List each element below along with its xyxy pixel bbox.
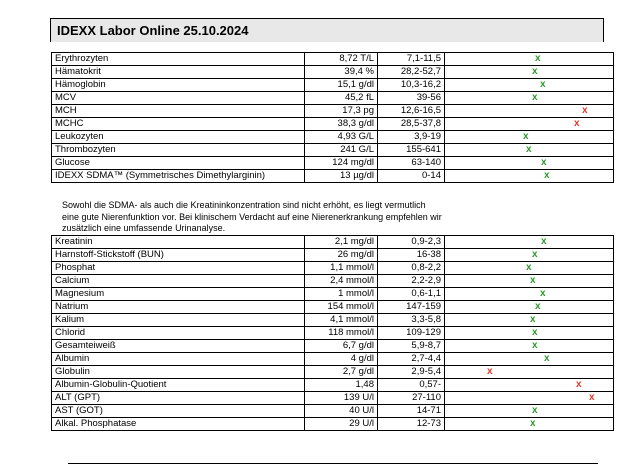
test-name: Hämoglobin	[52, 79, 305, 92]
reference-range: 0-14	[378, 170, 445, 183]
in-range-mark-icon: x	[544, 353, 550, 364]
reference-range: 109-129	[378, 327, 445, 340]
range-indicator-cell	[445, 79, 614, 92]
table-row	[52, 92, 614, 105]
test-value: 124 mg/dl	[305, 157, 378, 170]
test-value: 2,4 mmol/l	[305, 275, 378, 288]
range-indicator-cell	[445, 301, 614, 314]
reference-range: 16-38	[378, 249, 445, 262]
range-indicator-cell	[445, 392, 614, 405]
test-value: 118 mmol/l	[305, 327, 378, 340]
test-name: AST (GOT)	[52, 405, 305, 418]
test-name: Thrombozyten	[52, 144, 305, 157]
reference-range: 39-56	[378, 92, 445, 105]
test-name: Harnstoff-Stickstoff (BUN)	[52, 249, 305, 262]
range-indicator-cell	[445, 340, 614, 353]
table-row	[52, 301, 614, 314]
table-row	[52, 314, 614, 327]
in-range-mark-icon: x	[530, 275, 536, 286]
table-row	[52, 118, 614, 131]
test-value: 39,4 %	[305, 66, 378, 79]
out-of-range-mark-icon: x	[574, 118, 580, 129]
reference-range: 28,2-52,7	[378, 66, 445, 79]
test-name: Alkal. Phosphatase	[52, 418, 305, 431]
in-range-mark-icon: x	[532, 327, 538, 338]
reference-range: 5,9-8,7	[378, 340, 445, 353]
range-indicator-cell	[445, 262, 614, 275]
out-of-range-mark-icon: x	[576, 379, 582, 390]
reference-range: 3,9-19	[378, 131, 445, 144]
test-name: Globulin	[52, 366, 305, 379]
sdma-note: Sowohl die SDMA- als auch die Kreatininkonzentration sind nicht erhöht, es liegt vermutlich eine gute Nierenfunktion vor. Bei klinischem Verdacht auf eine Nierenerkrankung empfehlen wir zusätzlich eine umfassende Urinanalyse.	[62, 200, 442, 233]
in-range-mark-icon: x	[532, 405, 538, 416]
table-row	[52, 131, 614, 144]
in-range-mark-icon: x	[535, 53, 541, 64]
report-header	[50, 18, 604, 42]
test-value: 26 mg/dl	[305, 249, 378, 262]
range-indicator-cell	[445, 236, 614, 249]
test-name: MCH	[52, 105, 305, 118]
out-of-range-mark-icon: x	[487, 366, 493, 377]
range-indicator-cell	[445, 366, 614, 379]
out-of-range-mark-icon: x	[589, 392, 595, 403]
test-name: MCHC	[52, 118, 305, 131]
test-value: 4,93 G/L	[305, 131, 378, 144]
table-row	[52, 353, 614, 366]
table-row	[52, 288, 614, 301]
test-value: 2,1 mg/dl	[305, 236, 378, 249]
table-row	[52, 249, 614, 262]
range-indicator-cell	[445, 275, 614, 288]
table-row	[52, 392, 614, 405]
in-range-mark-icon: x	[532, 66, 538, 77]
test-name: ALT (GPT)	[52, 392, 305, 405]
test-name: Magnesium	[52, 288, 305, 301]
in-range-mark-icon: x	[532, 249, 538, 260]
table-row	[52, 79, 614, 92]
reference-range: 12-73	[378, 418, 445, 431]
test-value: 6,7 g/dl	[305, 340, 378, 353]
range-indicator-cell	[445, 92, 614, 105]
test-name: Phosphat	[52, 262, 305, 275]
reference-range: 2,9-5,4	[378, 366, 445, 379]
range-indicator-cell	[445, 53, 614, 66]
test-name: Leukozyten	[52, 131, 305, 144]
test-name: Chlorid	[52, 327, 305, 340]
range-indicator-cell	[445, 131, 614, 144]
table-row	[52, 170, 614, 183]
test-name: Erythrozyten	[52, 53, 305, 66]
table-row	[52, 418, 614, 431]
table-row	[52, 105, 614, 118]
table-row	[52, 157, 614, 170]
range-indicator-cell	[445, 418, 614, 431]
reference-range: 14-71	[378, 405, 445, 418]
test-value: 1,48	[305, 379, 378, 392]
reference-range: 28,5-37,8	[378, 118, 445, 131]
test-name: Kalium	[52, 314, 305, 327]
table-row	[52, 379, 614, 392]
table-row	[52, 275, 614, 288]
in-range-mark-icon: x	[544, 170, 550, 181]
test-name: Gesamteiweiß	[52, 340, 305, 353]
reference-range: 0,6-1,1	[378, 288, 445, 301]
out-of-range-mark-icon: x	[582, 105, 588, 116]
test-value: 139 U/l	[305, 392, 378, 405]
reference-range: 7,1-11,5	[378, 53, 445, 66]
footer-divider	[68, 463, 598, 464]
test-value: 154 mmol/l	[305, 301, 378, 314]
test-value: 13 µg/dl	[305, 170, 378, 183]
test-value: 38,3 g/dl	[305, 118, 378, 131]
range-indicator-cell	[445, 144, 614, 157]
in-range-mark-icon: x	[532, 340, 538, 351]
test-value: 17,3 pg	[305, 105, 378, 118]
in-range-mark-icon: x	[526, 144, 532, 155]
test-name: Hämatokrit	[52, 66, 305, 79]
reference-range: 0,8-2,2	[378, 262, 445, 275]
report-title: IDEXX Labor Online 25.10.2024	[57, 23, 249, 38]
table-row	[52, 66, 614, 79]
table-row	[52, 236, 614, 249]
table-row	[52, 405, 614, 418]
test-value: 4 g/dl	[305, 353, 378, 366]
test-name: Kreatinin	[52, 236, 305, 249]
range-indicator-cell	[445, 249, 614, 262]
range-indicator-cell	[445, 66, 614, 79]
in-range-mark-icon: x	[541, 157, 547, 168]
blood-count-table	[51, 52, 614, 183]
reference-range: 12,6-16,5	[378, 105, 445, 118]
in-range-mark-icon: x	[526, 262, 532, 273]
reference-range: 155-641	[378, 144, 445, 157]
range-indicator-cell	[445, 314, 614, 327]
in-range-mark-icon: x	[535, 301, 541, 312]
reference-range: 147-159	[378, 301, 445, 314]
test-value: 15,1 g/dl	[305, 79, 378, 92]
range-indicator-cell	[445, 405, 614, 418]
range-indicator-cell	[445, 105, 614, 118]
test-name: Glucose	[52, 157, 305, 170]
test-name: Natrium	[52, 301, 305, 314]
table-row	[52, 262, 614, 275]
range-indicator-cell	[445, 170, 614, 183]
test-value: 1,1 mmol/l	[305, 262, 378, 275]
test-name: IDEXX SDMA™ (Symmetrisches Dimethylarginin)	[52, 170, 305, 183]
table-row	[52, 144, 614, 157]
table-row	[52, 366, 614, 379]
test-value: 2,7 g/dl	[305, 366, 378, 379]
range-indicator-cell	[445, 353, 614, 366]
reference-range: 3,3-5,8	[378, 314, 445, 327]
reference-range: 0,9-2,3	[378, 236, 445, 249]
in-range-mark-icon: x	[530, 314, 536, 325]
table-row	[52, 53, 614, 66]
range-indicator-cell	[445, 288, 614, 301]
range-indicator-cell	[445, 118, 614, 131]
in-range-mark-icon: x	[523, 131, 529, 142]
range-indicator-cell	[445, 157, 614, 170]
range-indicator-cell	[445, 379, 614, 392]
reference-range: 27-110	[378, 392, 445, 405]
test-value: 45,2 fL	[305, 92, 378, 105]
test-value: 8,72 T/L	[305, 53, 378, 66]
test-value: 241 G/L	[305, 144, 378, 157]
reference-range: 2,7-4,4	[378, 353, 445, 366]
test-name: Albumin-Globulin-Quotient	[52, 379, 305, 392]
reference-range: 2,2-2,9	[378, 275, 445, 288]
table-row	[52, 327, 614, 340]
test-name: MCV	[52, 92, 305, 105]
chemistry-table	[51, 235, 614, 431]
reference-range: 10,3-16,2	[378, 79, 445, 92]
test-value: 29 U/l	[305, 418, 378, 431]
test-value: 1 mmol/l	[305, 288, 378, 301]
range-indicator-cell	[445, 327, 614, 340]
in-range-mark-icon: x	[530, 418, 536, 429]
test-name: Calcium	[52, 275, 305, 288]
reference-range: 63-140	[378, 157, 445, 170]
in-range-mark-icon: x	[541, 236, 547, 247]
in-range-mark-icon: x	[540, 79, 546, 90]
in-range-mark-icon: x	[540, 288, 546, 299]
test-value: 4,1 mmol/l	[305, 314, 378, 327]
test-value: 40 U/l	[305, 405, 378, 418]
table-row	[52, 340, 614, 353]
in-range-mark-icon: x	[532, 92, 538, 103]
reference-range: 0,57-	[378, 379, 445, 392]
test-name: Albumin	[52, 353, 305, 366]
